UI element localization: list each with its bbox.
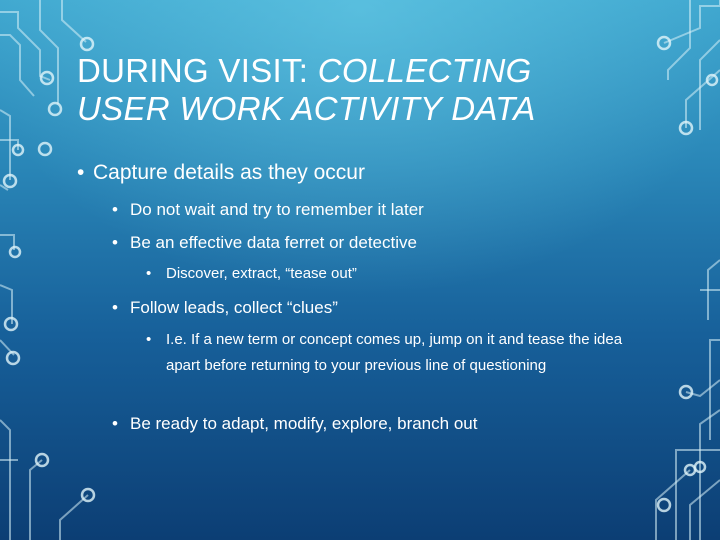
bullet-dot: • [77,161,85,184]
bullet-dot: • [112,414,118,433]
bullet-dot: • [146,331,152,348]
bullet-text: Be ready to adapt, modify, explore, branch out [130,414,478,433]
title-line-2: USER WORK ACTIVITY DATA [77,90,536,127]
slide-title [77,52,637,128]
title-italic-part: COLLECTING [317,52,532,89]
bullet-dot: • [146,265,152,282]
title-line-1 [77,52,637,90]
bullet-dot: • [112,298,118,317]
bullet-text: Be an effective data ferret or detective [130,233,417,252]
bullet-text: Discover, extract, “tease out” [166,265,357,282]
bullet-dot: • [112,233,118,252]
bullet-text: Do not wait and try to remember it later [130,200,424,219]
bullet-text: Follow leads, collect “clues” [130,298,338,317]
bullet-text: I.e. If a new term or concept comes up, jump on it and tease the idea apart before returning to your previous line of questioning [166,331,623,374]
title-plain-part: DURING VISIT: [77,52,318,89]
bullet-dot: • [112,200,118,219]
bullet-text: Capture details as they occur [93,161,365,184]
